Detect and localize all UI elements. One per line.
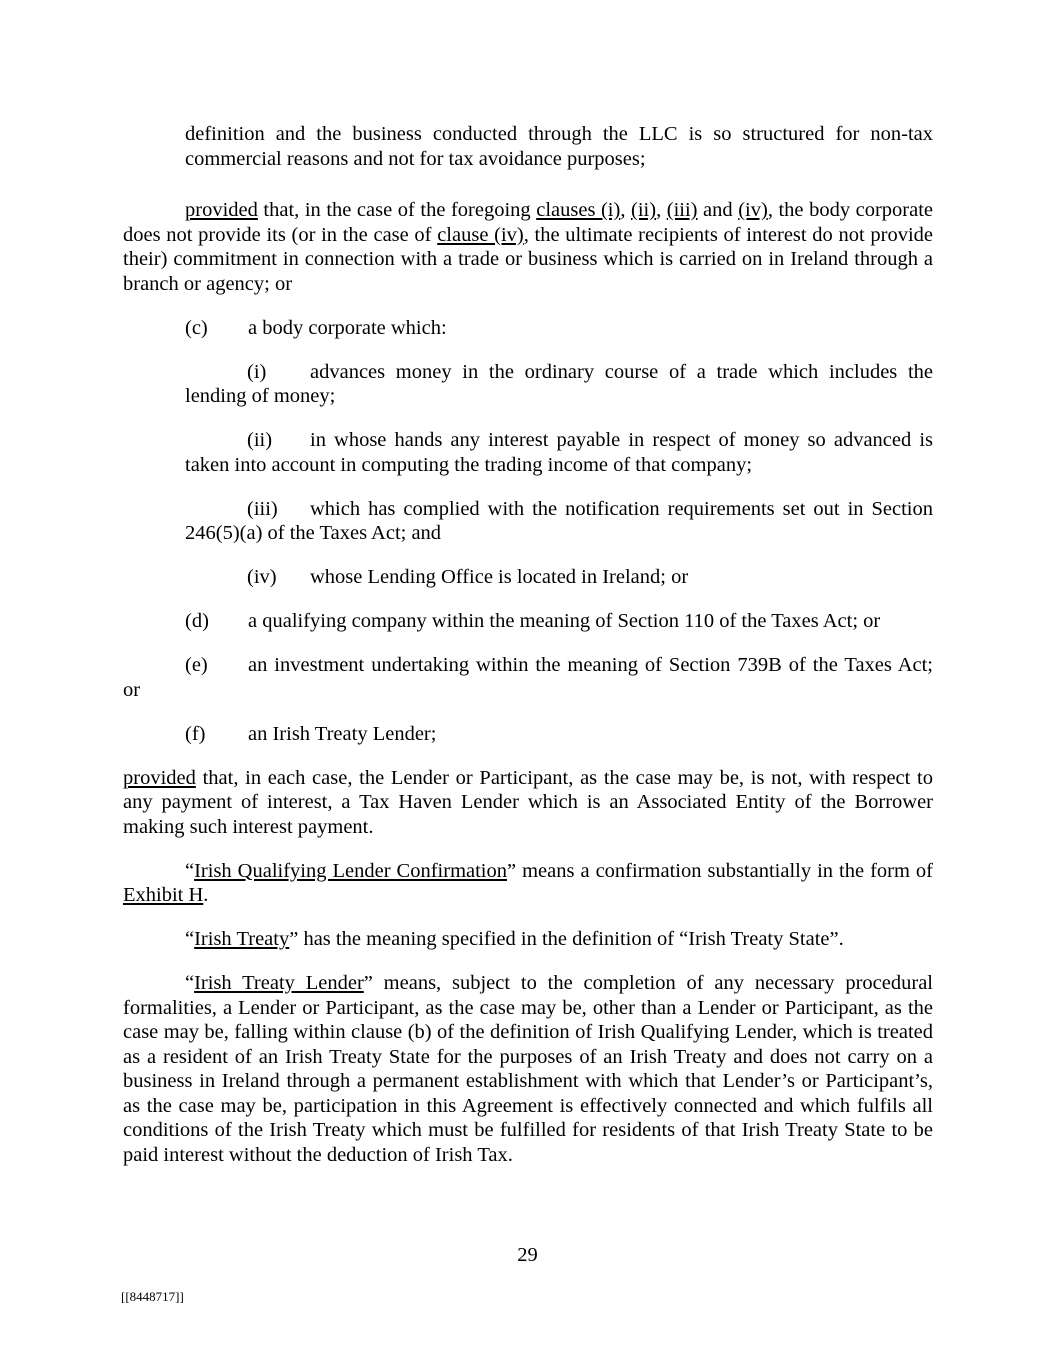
text-run: advances money in the ordinary course of a trade which includes the lending of money;: [185, 360, 933, 407]
text-run: and: [697, 199, 739, 221]
text-run: whose Lending Office is located in Ireland; or: [310, 566, 689, 588]
page-number: 29: [517, 1244, 538, 1266]
text-run: or: [123, 678, 141, 701]
paragraph: [185, 122, 933, 171]
item-label: (f): [185, 722, 206, 745]
underlined-term: (iv): [738, 199, 768, 221]
text-run: .: [203, 884, 209, 906]
text-run: that, in each case, the Lender or Participant, as the case may be, is not, with respect to any payment of interest, a Tax Haven Lender which is an Associated Entity of the Borrower making such interest payment.: [123, 766, 933, 838]
text-run: ” means a confirmation substantially in the form of: [507, 859, 934, 882]
underlined-term: Irish Qualifying Lender Confirmation: [194, 859, 508, 882]
item-label: (d): [185, 610, 209, 632]
text-run: “: [185, 972, 195, 994]
text-run: a qualifying company within the meaning of Section 110 of the Taxes Act; or: [248, 610, 881, 632]
underlined-term: Exhibit H: [123, 884, 204, 906]
paragraph: [123, 859, 933, 908]
underlined-term: clauses (i): [536, 199, 621, 221]
paragraph: [123, 678, 933, 703]
text-run: “: [185, 859, 195, 882]
paragraph: [123, 927, 933, 952]
underlined-term: Irish Treaty Lender: [194, 972, 364, 994]
text-run: an investment undertaking within the meaning of Section 739B of the Taxes Act;: [248, 654, 933, 676]
text-run: that, in the case of the foregoing: [257, 199, 537, 221]
text-run: ” means, subject to the completion of any necessary procedural formalities, a Lender or Participant, as the case may be, other than a Lender or Participant, as the case may be, falling within clause (b) of the definition of Irish Qualifying Lender, which is treated as a resident of an Irish Treaty State for the purposes of an Irish Treaty and does not carry on a business in Ireland through a permanent establishment with which that Lender’s or Participant’s, as the case may be, participation in this Agreement is effectively connected and which fulfils all conditions of the Irish Treaty which must be fulfilled for residents of that Irish Treaty State to be paid interest without the deduction of Irish Tax.: [123, 972, 933, 1166]
item-label: (ii): [247, 429, 273, 451]
underlined-term: clause (iv): [437, 223, 524, 246]
item-label: (i): [247, 360, 267, 383]
item-label: (c): [185, 316, 208, 339]
underlined-term: provided: [123, 766, 196, 789]
underlined-term: Irish Treaty: [194, 928, 290, 950]
text-run: an Irish Treaty Lender;: [248, 722, 437, 745]
item-label: (iv): [247, 566, 277, 588]
text-run: ,: [620, 199, 632, 221]
text-run: , the ultimate recipients of interest do not provide their) commitment in connection with a trade or business which is carried on in Ireland through a branch or agency; or: [123, 223, 933, 295]
paragraph: [185, 565, 933, 590]
document-body: [123, 122, 933, 1187]
item-label: (iii): [247, 497, 278, 520]
item-label: (e): [185, 654, 208, 676]
text-run: definition and the business conducted through the LLC is so structured for non-tax commercial reasons and not for tax avoidance purposes;: [185, 123, 933, 170]
text-run: a body corporate which:: [248, 316, 447, 339]
underlined-term: provided: [185, 199, 258, 221]
paragraph: [185, 360, 933, 409]
text-run: , the body corporate does not provide its (or in the case of: [123, 199, 934, 246]
paragraph: [185, 497, 933, 546]
paragraph: [123, 766, 933, 840]
text-run: “: [185, 928, 195, 950]
paragraph: [123, 653, 933, 678]
text-run: ,: [656, 199, 667, 221]
paragraph: [123, 609, 933, 634]
paragraph: [123, 316, 933, 341]
paragraph: [185, 428, 933, 477]
paragraph: [123, 198, 933, 296]
text-run: in whose hands any interest payable in respect of money so advanced is taken into account in computing the trading income of that company;: [185, 429, 933, 476]
underlined-term: (ii): [631, 199, 657, 221]
document-id: [[8448717]]: [121, 1289, 184, 1304]
text-run: ” has the meaning specified in the definition of “Irish Treaty State”.: [289, 928, 844, 950]
text-run: which has complied with the notification requirements set out in Section 246(5)(a) of the Taxes Act; and: [185, 497, 933, 544]
underlined-term: (iii): [666, 199, 698, 221]
paragraph: [123, 722, 933, 747]
paragraph: [123, 971, 933, 1167]
